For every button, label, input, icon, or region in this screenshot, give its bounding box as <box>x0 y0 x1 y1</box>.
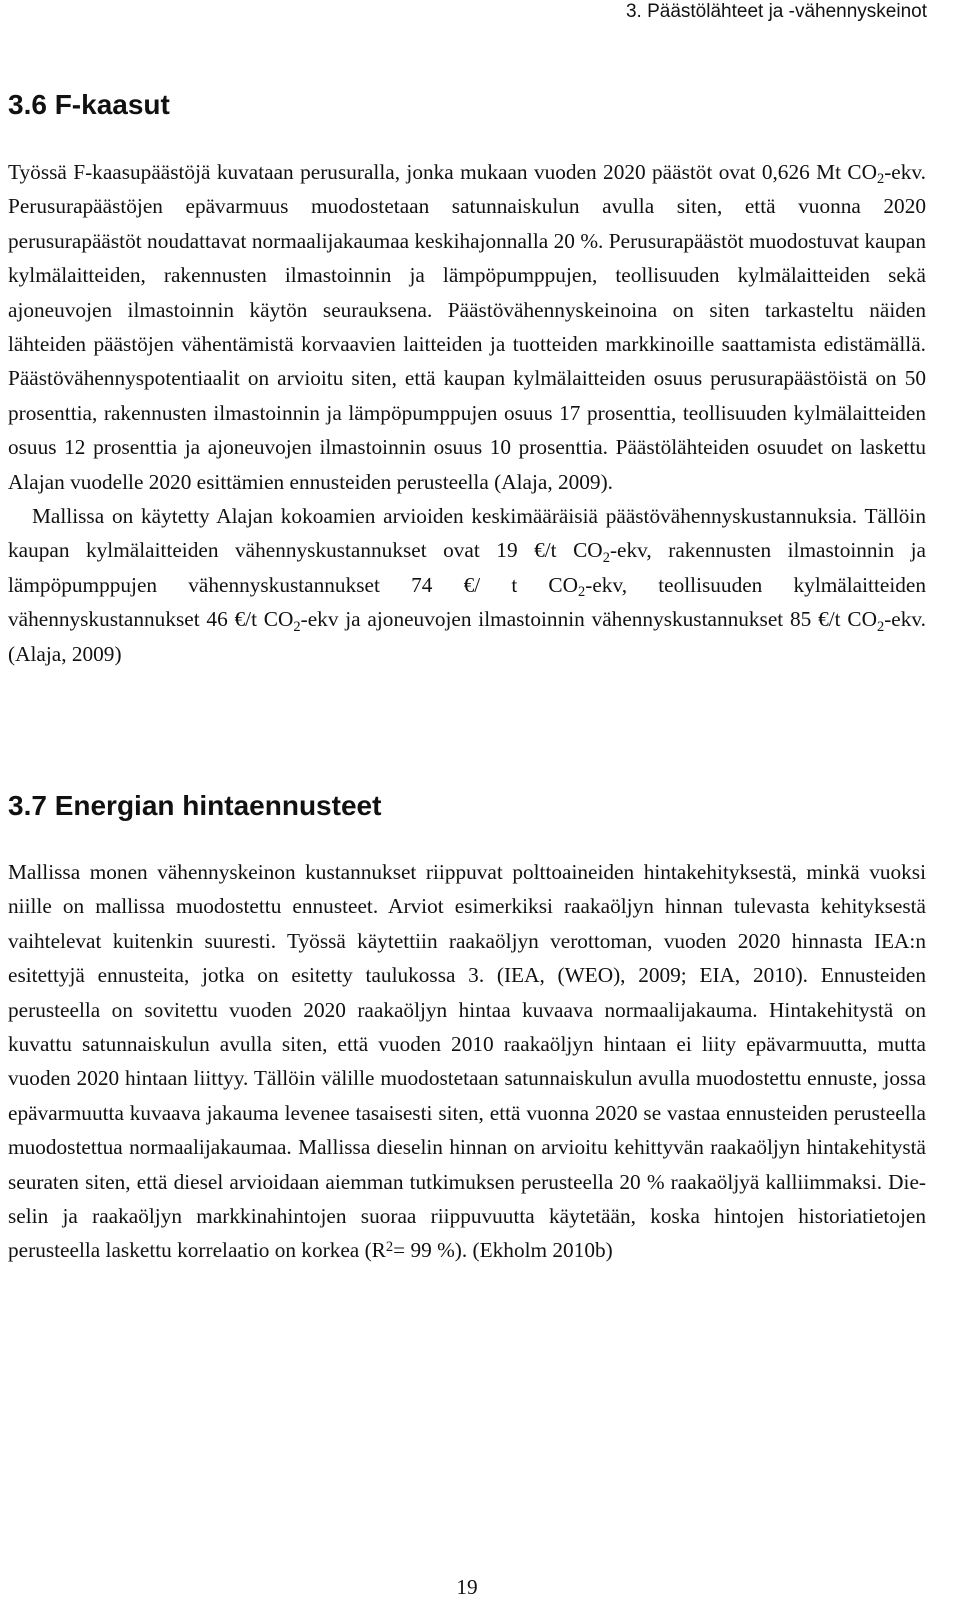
subscript: 2 <box>293 618 301 635</box>
subscript: 2 <box>602 549 610 566</box>
text-run: -ekv, rakennusten ilmastoinnin ja lämpöpumppujen vähennyskustannukset 74 €/ t CO <box>8 538 926 597</box>
text-run: Mallissa on käytetty Alajan kokoamien arvioiden keskimääräisiä päästövähennyskustannuksia. Tällöin kaupan kylmälaitteiden vähennyskustannukset ovat 19 €/t CO <box>8 504 926 563</box>
section-body-f-gases <box>8 155 926 671</box>
text-run: = 99 %). (Ekholm 2010b) <box>393 1238 613 1263</box>
subscript: 2 <box>578 584 586 601</box>
section-heading-energy-price-forecasts: 3.7 Energian hintaennusteet <box>8 790 382 821</box>
page-number: 19 <box>456 1575 478 1599</box>
running-header: 3. Päästölähteet ja -vähennyskeinot <box>625 1 927 22</box>
paragraph <box>8 499 926 671</box>
section-body-energy-price-forecasts <box>8 855 926 1268</box>
superscript: 2 <box>385 1238 394 1255</box>
text-run: -ekv. (Alaja, 2009) <box>8 607 926 666</box>
text-run: -ekv. Perusurapäästöjen epävarmuus muodostetaan satunnaiskulun avulla siten, että vuonna 2020 perusurapäästöt noudattavat normaalijakaumaa keskihajonnalla 20 %. Perusurapäästöt muodostuvat kaupan kylmälaitteiden, rakennusten ilmastoinnin ja lämpöpumppujen, teollisuuden kylmälaitteiden sekä ajoneuvojen ilmastoinnin käytön seurauksena. Päästövähennyskeinoina on siten tarkasteltu näiden lähteiden päästöjen vähentämistä korvaavien laitteiden ja tuotteiden markkinoille saattamista edistämällä. Päästövähennyspotentiaalit on arvioitu siten, että kaupan kylmälaitteiden osuus perusurapäästöistä on 50 prosenttia, rakennusten ilmastoinnin ja lämpöpumppujen osuus 17 prosenttia, teollisuuden kylmälaitteiden osuus 12 prosenttia ja ajoneuvojen ilmastoinnin osuus 10 prosenttia. Päästölähteiden osuudet on laskettu Alajan vuodelle 2020 esittämien ennusteiden perusteella (Alaja, 2009). <box>8 160 926 494</box>
text-run: Mallissa monen vähennyskeinon kustannukset riippuvat polttoaineiden hintakehityksestä, minkä vuoksi niille on mallissa muodostettu ennusteet. Arviot esimerkiksi raakaöljyn hinnan tulevasta kehityksestä vaihtelevat kuitenkin suuresti. Työssä käytettiin raakaöljyn verottoman, vuoden 2020 hinnasta IEA:n esitettyjä ennusteita, jotka on esitetty taulukossa 3. (IEA, (WEO), 2009; EIA, 2010). Ennusteiden perusteella on sovitettu vuoden 2020 raakaöljyn hintaa kuvaava normaalijakauma. Hintakehitystä on kuvattu satunnaiskulun avulla siten, että vuoden 2010 raakaöljyn hintaan ei liity epävarmuutta, mutta vuoden 2020 hintaan liittyy. Tällöin välille muodostetaan satunnaiskulun avulla muodostettu ennuste, jossa epävarmuutta kuvaava jakauma levenee tasaisesti siten, että vuonna 2020 se vastaa ennusteiden perusteella muodostettua normaalijakaumaa. Mallissa dieselin hinnan on arvioitu kehittyvän raakaöljyn hintakehitystä seuraten siten, että diesel arvioidaan aiemman tutkimuksen perusteella 20 % raakaöljyä kalliimmaksi. Dieselin ja raakaöljyn markkinahintojen suoraa riippuvuutta käytetään, koska hintojen historiatietojen perusteella laskettu korrelaatio on korkea (R <box>8 860 926 1263</box>
section-heading-f-gases: 3.6 F-kaasut <box>8 89 170 120</box>
subscript: 2 <box>876 618 885 635</box>
paragraph <box>8 855 926 1268</box>
text-run: -ekv ja ajoneuvojen ilmastoinnin vähennyskustannukset 85 €/t CO <box>300 607 877 632</box>
subscript: 2 <box>876 171 885 188</box>
text-run: -ekv, teollisuuden kylmälaitteiden vähennyskustannukset 46 €/t CO <box>8 572 926 632</box>
text-run: Työssä F-kaasupäästöjä kuvataan perusuralla, jonka mukaan vuoden 2020 päästöt ovat 0,626 Mt CO <box>8 160 877 184</box>
paragraph <box>8 155 926 499</box>
